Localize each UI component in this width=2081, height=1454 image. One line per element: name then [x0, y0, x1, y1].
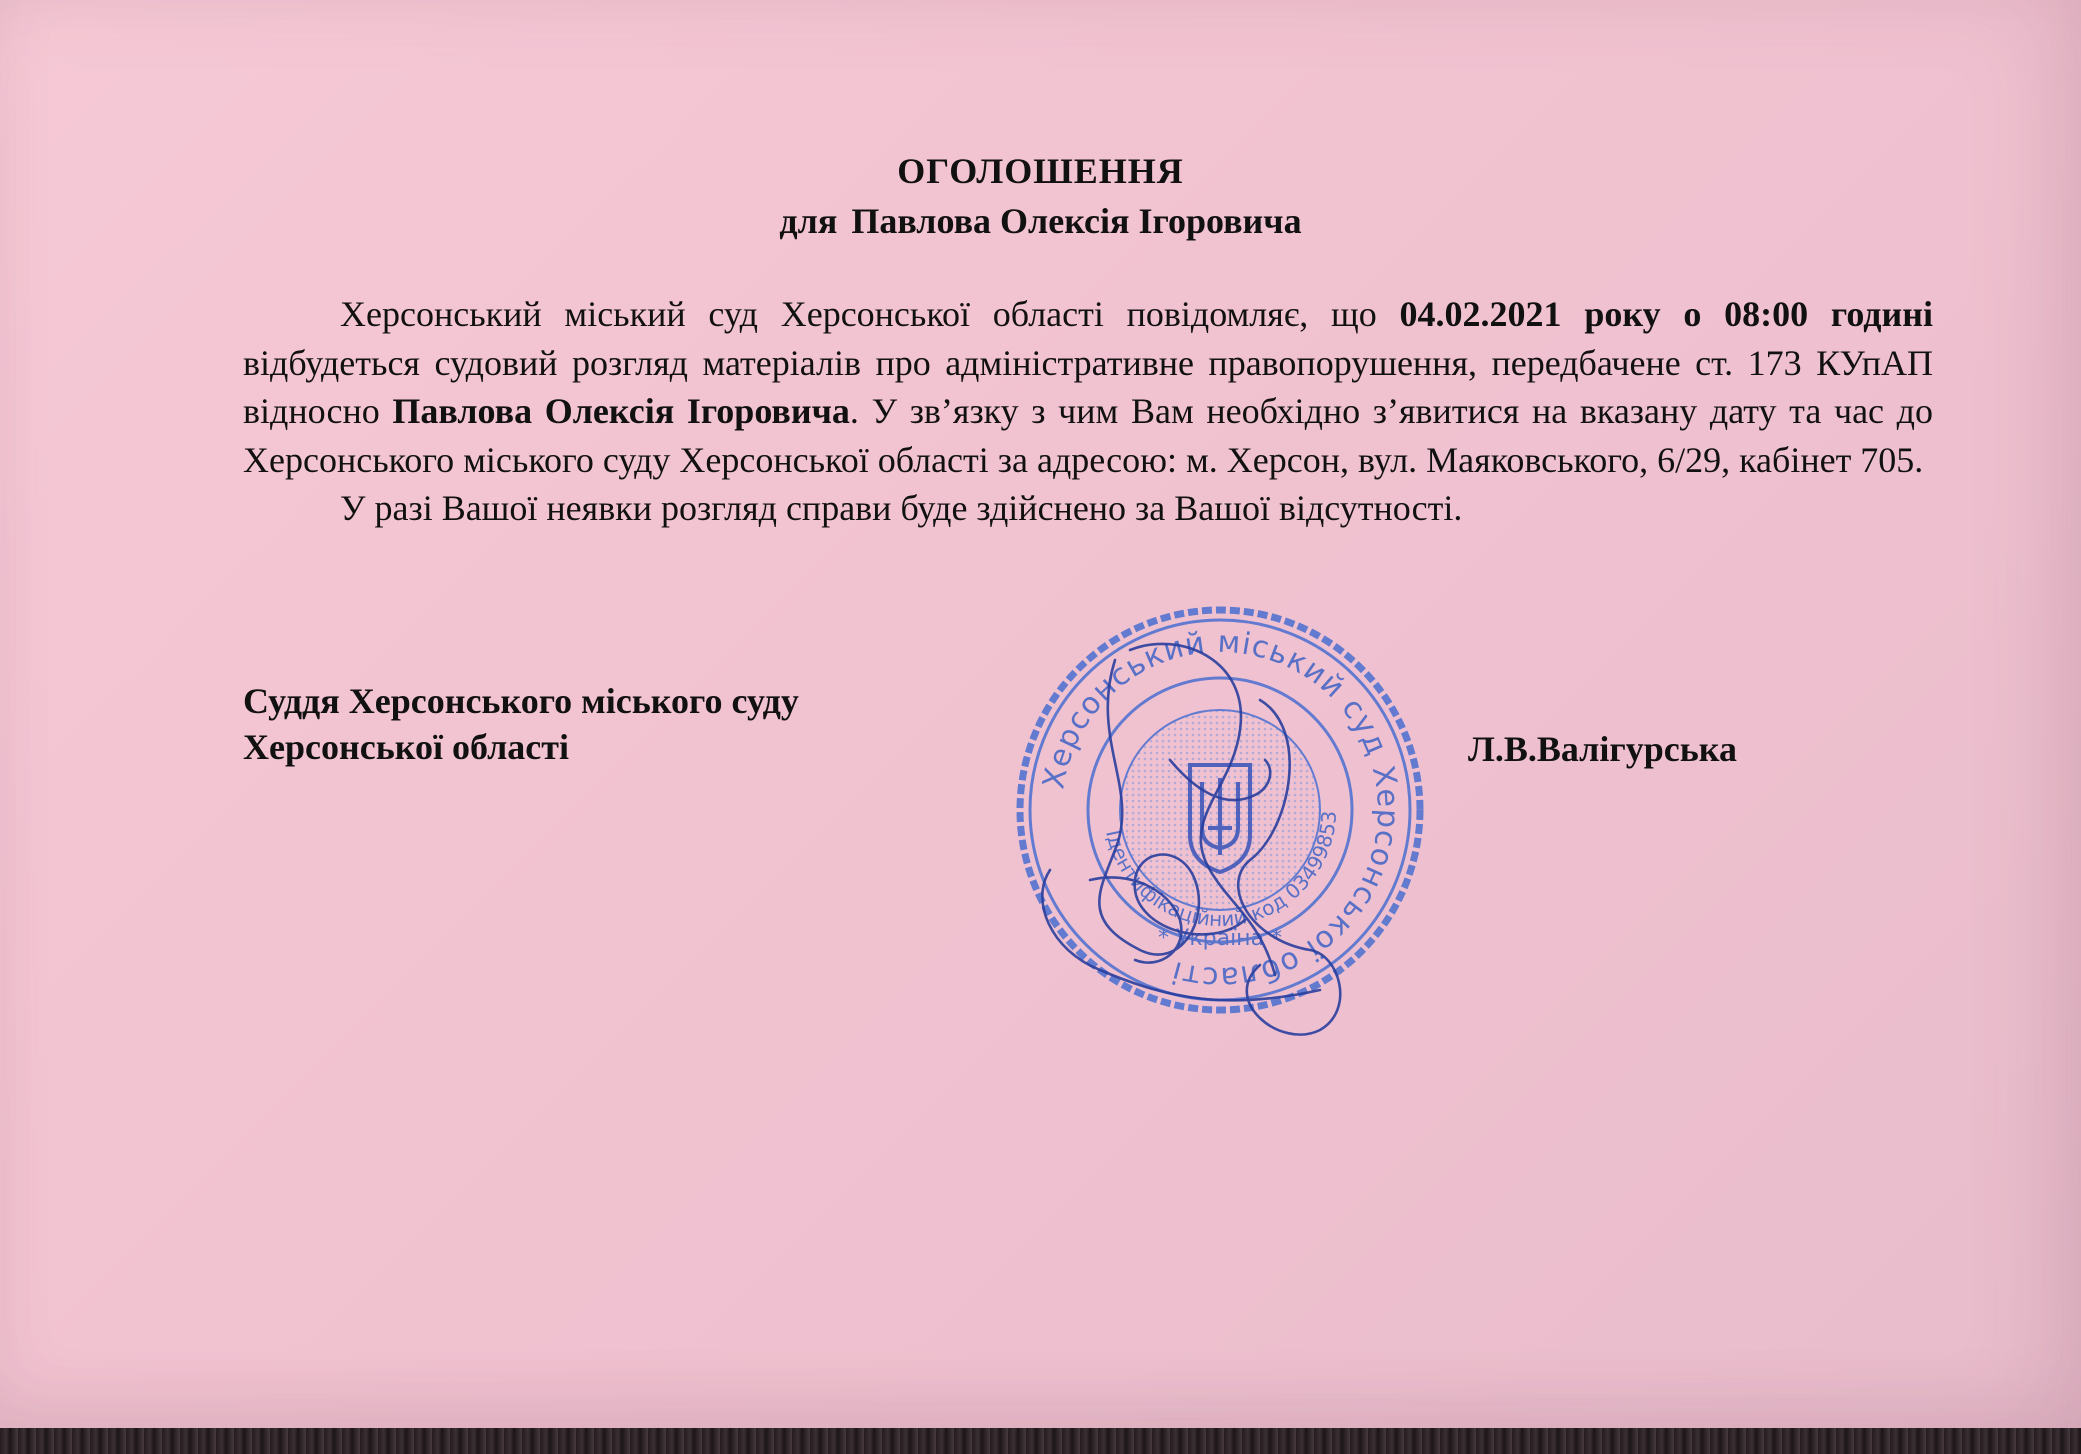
stamp-country-text: * Україна * [1157, 926, 1283, 951]
hearing-datetime: 04.02.2021 року о 08:00 годині [1399, 294, 1933, 334]
judge-title-line1: Суддя Херсонського міського суду [243, 681, 799, 721]
notice-title: ОГОЛОШЕННЯ [897, 151, 1184, 191]
subtitle-prefix: для [779, 201, 838, 241]
paragraph-text-2: відбудеться судовий розгляд матеріалів про адміністративне правопорушення, передбачене ст. 173 КУпАП відносно [243, 342, 1933, 431]
judge-title [243, 678, 799, 770]
person-name: Павлова Олексія Ігоровича [392, 391, 850, 431]
paragraph-absence: У разі Вашої неявки розгляд справи буде здійснено за Вашої відсутності. [340, 488, 1463, 528]
subtitle-name: Павлова Олексія Ігоровича [851, 201, 1302, 241]
stamp-ring-text: Херсонський міський суд Херсонської області [1036, 624, 1406, 996]
paragraph-text-1: Херсонський міський суд Херсонської області повідомляє, що [340, 294, 1400, 334]
handwritten-signature [1020, 620, 1380, 1060]
stamp-code-text: Ідентифікаційний код 03499853 [1101, 809, 1342, 932]
photo-bottom-edge [0, 1428, 2081, 1454]
notice-subtitle [0, 200, 2081, 242]
notice-body [243, 290, 1933, 533]
judge-title-line2: Херсонської області [243, 727, 569, 767]
paragraph-text-3: . У зв’язку з чим Вам необхідно з’явитися на вказану дату та час до Херсонського міського суду Херсонської області за адресою: м. Херсон, вул. Маяковського, 6/29, кабінет 705. [243, 391, 1933, 480]
paragraph-main [243, 290, 1933, 484]
judge-name: Л.В.Валігурська [1468, 729, 1737, 769]
